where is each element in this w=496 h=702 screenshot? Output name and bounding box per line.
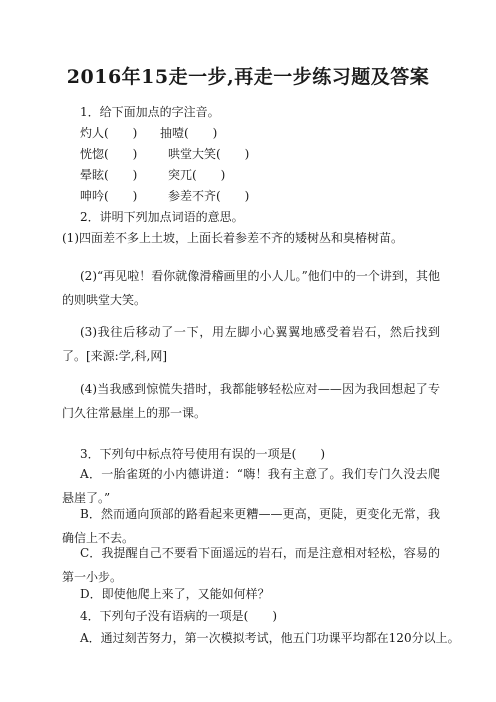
q1-row-3-right: 突兀( ) — [168, 168, 226, 182]
q1-row-4-left: 呻吟( ) — [80, 189, 138, 203]
q3-option-b: B．然而通向顶部的路看起来更糟——更高，更陡，更变化无常，我确信上不去。 — [62, 507, 440, 545]
q1-row-3-left: 晕眩( ) — [80, 168, 138, 182]
q3-option-a: A．一胎雀斑的小内德讲道：“嗨！我有主意了。我们专门久没去爬悬崖了。” — [62, 467, 440, 505]
q3-heading: 3．下列句中标点符号使用有误的一项是( ) — [80, 447, 325, 461]
q2-item-1: (1)四面差不多上土坡，上面长着参差不齐的矮树丛和臭椿树苗。 — [62, 231, 404, 245]
q1-row-2-right: 哄堂大笑( ) — [168, 147, 250, 161]
q2-item-2: (2)“再见啦！看你就像滑稽画里的小人儿。”他们中的一个讲到，其他的则哄堂大笑。 — [62, 269, 440, 307]
q3-option-c: C．我提醒自己不要看下面遥远的岩石，而是注意相对轻松，容易的第一小步。 — [62, 546, 440, 584]
q1-heading: 1．给下面加点的字注音。 — [80, 105, 220, 119]
page-title: 2016年15走一步,再走一步练习题及答案 — [66, 66, 430, 88]
q1-row-1-left: 灼人( ) — [80, 126, 138, 140]
q1-row-2-left: 恍惚( ) — [80, 147, 138, 161]
q1-row-4-right: 参差不齐( ) — [168, 189, 250, 203]
q2-heading: 2．讲明下列加点词语的意思。 — [80, 210, 244, 224]
q2-item-3: (3)我往后移动了一下，用左脚小心翼翼地感受着岩石，然后找到了。[来源:学,科,网] — [62, 325, 440, 363]
q4-heading: 4．下列句子没有语病的一项是( ) — [80, 609, 277, 623]
q4-option-a: A．通过刻苦努力，第一次模拟考试，他五门功课平均都在120分以上。 — [80, 631, 460, 645]
q1-row-1-right: 抽噎( ) — [160, 126, 218, 140]
q3-option-d: D．即使他爬上来了，又能如何样？ — [80, 587, 270, 601]
q2-item-4: (4)当我感到惊慌失措时，我都能够轻松应对——因为我回想起了专门久往常悬崖上的那一课。 — [62, 382, 440, 420]
